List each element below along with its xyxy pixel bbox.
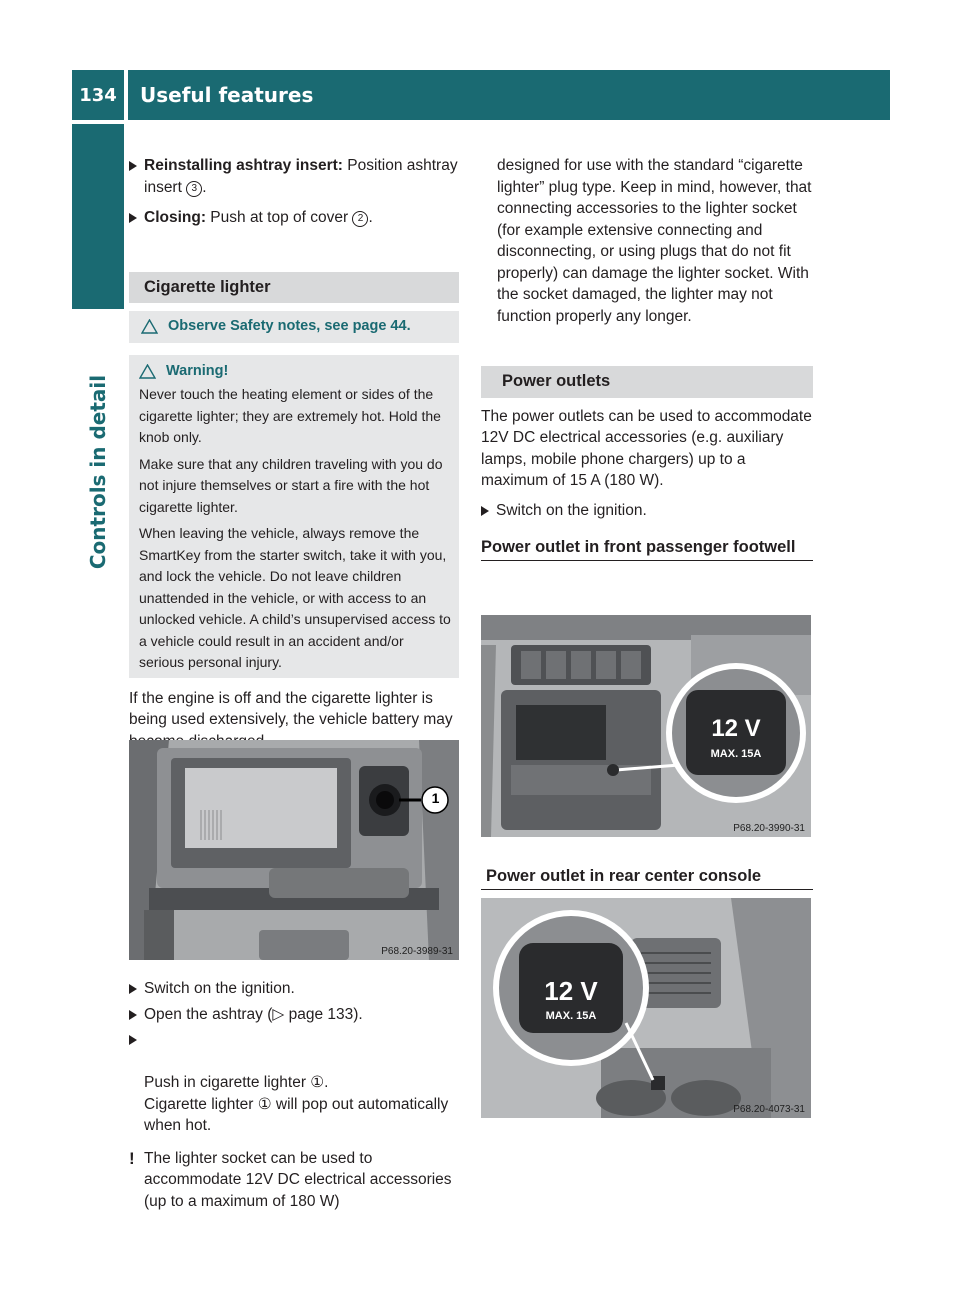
warning-triangle-icon bbox=[139, 364, 156, 379]
step-push-lighter bbox=[129, 1029, 459, 1137]
body-text: If the engine is off and the cigarette lighter is being used extensively, the vehicle battery may bbox=[129, 689, 453, 728]
step-closing bbox=[129, 207, 459, 229]
left-column-lower bbox=[129, 978, 459, 1212]
left-column bbox=[129, 155, 459, 752]
rear-console-illustration bbox=[481, 898, 811, 1118]
safety-note-text: Observe Safety notes, see page 44. bbox=[168, 318, 411, 334]
note-lighter-socket bbox=[129, 1148, 459, 1213]
step-label: Closing: bbox=[144, 209, 206, 226]
subhead-front-outlet: Power outlet in front passenger footwell bbox=[481, 537, 813, 561]
outlet-label-small: MAX. 15A bbox=[710, 748, 762, 760]
step-text: Switch on the ignition. bbox=[144, 980, 295, 997]
chapter-label: Controls in detail bbox=[86, 374, 110, 570]
right-column bbox=[481, 155, 813, 561]
ref-number: 3 bbox=[186, 181, 202, 197]
ref-number: 2 bbox=[352, 211, 368, 227]
rear-outlet-photo bbox=[481, 898, 811, 1118]
outlet-label-small: MAX. 15A bbox=[545, 1010, 597, 1022]
section-title-lighter: Cigarette lighter bbox=[129, 272, 459, 304]
step-arrow-icon bbox=[129, 213, 137, 223]
step-arrow-icon bbox=[129, 1035, 137, 1045]
photo-code: P68.20-3990-31 bbox=[733, 823, 805, 834]
step-arrow-icon bbox=[129, 1010, 137, 1020]
subhead-rear-outlet: Power outlet in rear center console bbox=[481, 866, 813, 890]
console-illustration bbox=[129, 740, 459, 960]
section-title-power-outlets: Power outlets bbox=[481, 366, 813, 398]
step-ignition bbox=[129, 978, 459, 1000]
step-reinstall bbox=[129, 155, 459, 198]
outlet-label-big: 12 V bbox=[544, 976, 598, 1006]
step-open-ashtray bbox=[129, 1004, 459, 1026]
warning-paragraph: Make sure that any children traveling with you do not injure themselves or start a fire with the hot cigarette lighter. bbox=[139, 455, 443, 515]
note-text: The lighter socket can be used to accommodate 12V DC electrical accessories (up to a maximum of 180 W) bbox=[144, 1149, 452, 1210]
page-number: 134 bbox=[72, 70, 124, 120]
photo-code: P68.20-3989-31 bbox=[381, 946, 453, 957]
note-continued: designed for use with the standard “cigarette lighter” plug type. Keep in mind, however, that connecting accessories to the lighter socket (for example extensive connecting and disconnecting, or using plugs that do not fit properly) can damage the lighter socket. With the socket damaged, the lighter may not function properly any longer. bbox=[497, 157, 812, 325]
step-end: . bbox=[202, 178, 207, 196]
warning-triangle-icon bbox=[141, 319, 158, 334]
page-title: Useful features bbox=[128, 70, 890, 120]
warning-title-text: Warning! bbox=[166, 362, 229, 379]
step-end: . bbox=[368, 209, 373, 226]
warning-paragraph: When leaving the vehicle, always remove the SmartKey from the starter switch, take it with you, and lock the vehicle. Do not leave children unattended in the vehicle, or with access to an unlocked vehicle. A child’s unsupervised access to a vehicle could result in an accident and/or serious personal injury. bbox=[139, 525, 451, 670]
warning-box bbox=[129, 355, 459, 678]
step-arrow-icon bbox=[129, 984, 137, 994]
front-outlet-photo bbox=[481, 615, 811, 837]
step-text: Switch on the ignition. bbox=[496, 501, 647, 519]
body-text: The power outlets can be used to accommodate 12V DC electrical accessories (e.g. auxiliary lamps, mobile phone chargers) up to a maximum of 15 A (180 W). bbox=[481, 407, 812, 489]
step-text: Push at top of cover bbox=[206, 209, 353, 226]
warning-title bbox=[139, 361, 451, 383]
warning-paragraph: Never touch the heating element or sides of the cigarette lighter; they are extremely hot. Hold the knob only. bbox=[139, 386, 441, 445]
photo-code: P68.20-4073-31 bbox=[733, 1104, 805, 1115]
step-label: Reinstalling ashtray insert: bbox=[144, 157, 343, 174]
step-text: Push in cigarette lighter ①. Cigarette lighter ① will pop out automatically when hot. bbox=[144, 1074, 449, 1134]
step-arrow-icon bbox=[481, 506, 489, 516]
cigarette-lighter-photo bbox=[129, 740, 459, 960]
step-arrow-icon bbox=[129, 161, 137, 171]
step-text: Position ashtray insert bbox=[144, 157, 458, 196]
outlet-label-big: 12 V bbox=[711, 715, 761, 742]
chapter-tab bbox=[72, 124, 124, 309]
note-bang-icon: ! bbox=[129, 1148, 135, 1168]
step-text: Open the ashtray (▷ page 133). bbox=[144, 1005, 363, 1023]
step-ignition-right bbox=[481, 500, 813, 522]
chapter-label-wrap bbox=[72, 310, 124, 610]
photo-callout-number: 1 bbox=[431, 790, 440, 806]
safety-note bbox=[129, 311, 459, 343]
right-column-lower bbox=[481, 866, 813, 890]
